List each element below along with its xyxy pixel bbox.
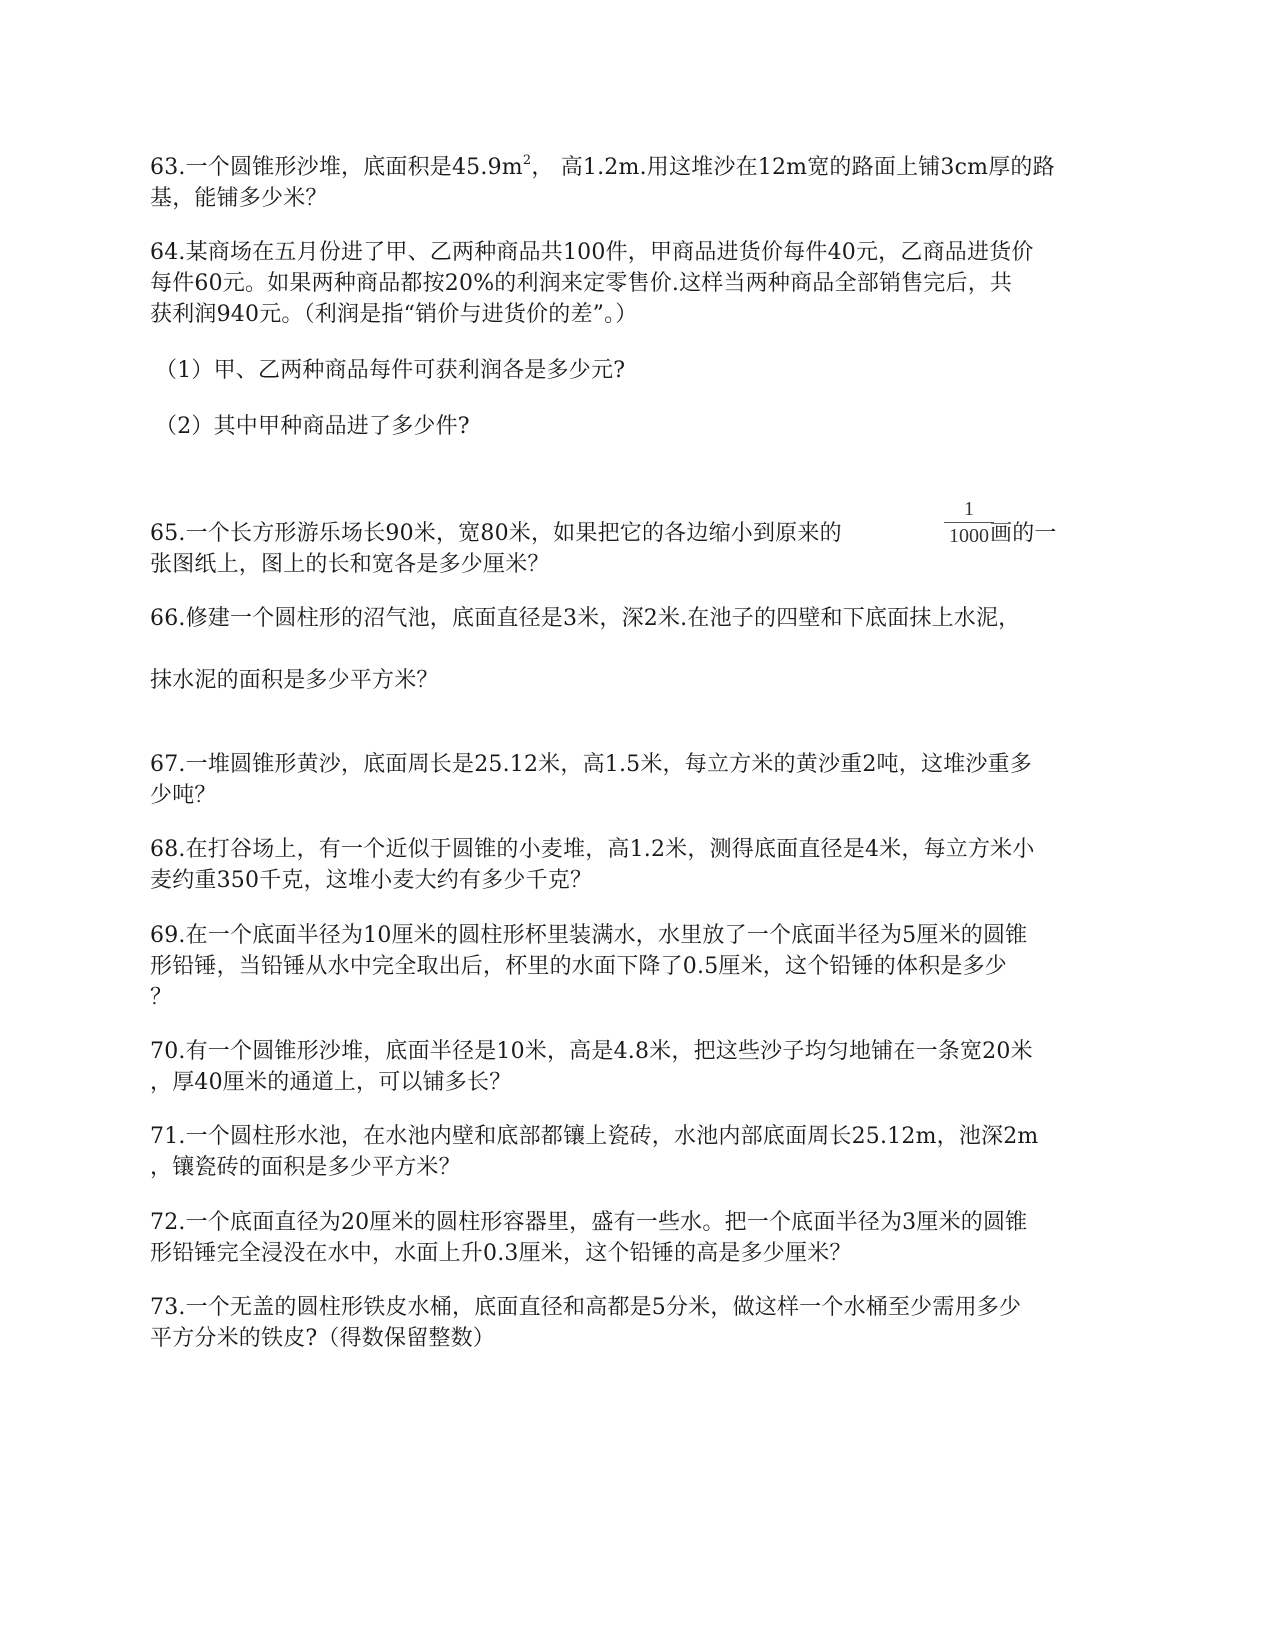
- problem-66-line-1: 66.修建一个圆柱形的沼气池，底面直径是3米，深2米.在池子的四壁和下底面抹上水泥，: [150, 606, 1021, 631]
- problem-64-line-3: 获利润940元。（利润是指“销价与进货价的差”。）: [150, 302, 638, 327]
- problem-67-line-2: 少吨？: [150, 783, 217, 808]
- problem-63-superscript: 2: [522, 152, 532, 168]
- problem-72-line-2: 形铅锤完全浸没在水中，水面上升0.3厘米，这个铅锤的高是多少厘米？: [150, 1241, 852, 1266]
- problem-64-line-2: 每件60元。如果两种商品都按20%的利润来定零售价.这样当两种商品全部销售完后，共: [150, 271, 1013, 296]
- problem-64-question-1: （1）甲、乙两种商品每件可获利润各是多少元?: [155, 358, 626, 383]
- problem-64-line-1: 64.某商场在五月份进了甲、乙两种商品共100件，甲商品进货价每件40元，乙商品进货价: [150, 240, 1034, 265]
- problem-68-line-2: 麦约重350千克，这堆小麦大约有多少千克？: [150, 868, 593, 893]
- problem-63-text-a: 63.一个圆锥形沙堆，底面积是45.9m: [150, 155, 523, 180]
- problem-63-line-1: [150, 152, 1055, 184]
- problem-63-text-b: ， 高1.2m.用这堆沙在12m宽的路面上铺3cm厚的路: [531, 155, 1055, 180]
- problem-63-line-2: 基，能铺多少米？: [150, 186, 328, 211]
- problem-70-line-2: ，厚40厘米的通道上，可以铺多长？: [150, 1070, 512, 1095]
- problem-66-line-2: 抹水泥的面积是多少平方米？: [150, 668, 439, 693]
- problem-73-line-1: 73.一个无盖的圆柱形铁皮水桶，底面直径和高都是5分米，做这样一个水桶至少需用多少: [150, 1295, 1022, 1320]
- problem-68-line-1: 68.在打谷场上，有一个近似于圆锥的小麦堆，高1.2米，测得底面直径是4米，每立方米小: [150, 837, 1035, 862]
- problem-69-line-1: 69.在一个底面半径为10厘米的圆柱形杯里装满水，水里放了一个底面半径为5厘米的圆锥: [150, 923, 1028, 948]
- problem-64-question-2: （2）其中甲种商品进了多少件?: [155, 414, 470, 439]
- fraction-denominator: 1000: [949, 525, 989, 547]
- problem-73-line-2: 平方分米的铁皮?（得数保留整数）: [150, 1326, 495, 1351]
- problem-65-line-1b: 画的一: [990, 521, 1057, 546]
- problem-71-line-1: 71.一个圆柱形水池，在水池内壁和底部都镶上瓷砖，水池内部底面周长25.12m，池深2m: [150, 1124, 1039, 1149]
- problem-65-line-1a: 65.一个长方形游乐场长90米，宽80米，如果把它的各边缩小到原来的: [150, 521, 842, 546]
- problem-67-line-1: 67.一堆圆锥形黄沙，底面周长是25.12米，高1.5米，每立方米的黄沙重2吨，这堆沙重多: [150, 752, 1032, 777]
- problem-69-line-3: ？: [150, 985, 173, 1010]
- problem-71-line-2: ，镶瓷砖的面积是多少平方米？: [150, 1155, 461, 1180]
- problem-65-line-2: 张图纸上，图上的长和宽各是多少厘米？: [150, 552, 550, 577]
- fraction-one-thousandth: [942, 496, 996, 549]
- problem-69-line-2: 形铅锤，当铅锤从水中完全取出后，杯里的水面下降了0.5厘米，这个铅锤的体积是多少: [150, 954, 1007, 979]
- problem-72-line-1: 72.一个底面直径为20厘米的圆柱形容器里，盛有一些水。把一个底面半径为3厘米的圆锥: [150, 1210, 1028, 1235]
- problem-70-line-1: 70.有一个圆锥形沙堆，底面半径是10米，高是4.8米，把这些沙子均匀地铺在一条宽20米: [150, 1039, 1033, 1064]
- fraction-numerator: 1: [964, 498, 974, 520]
